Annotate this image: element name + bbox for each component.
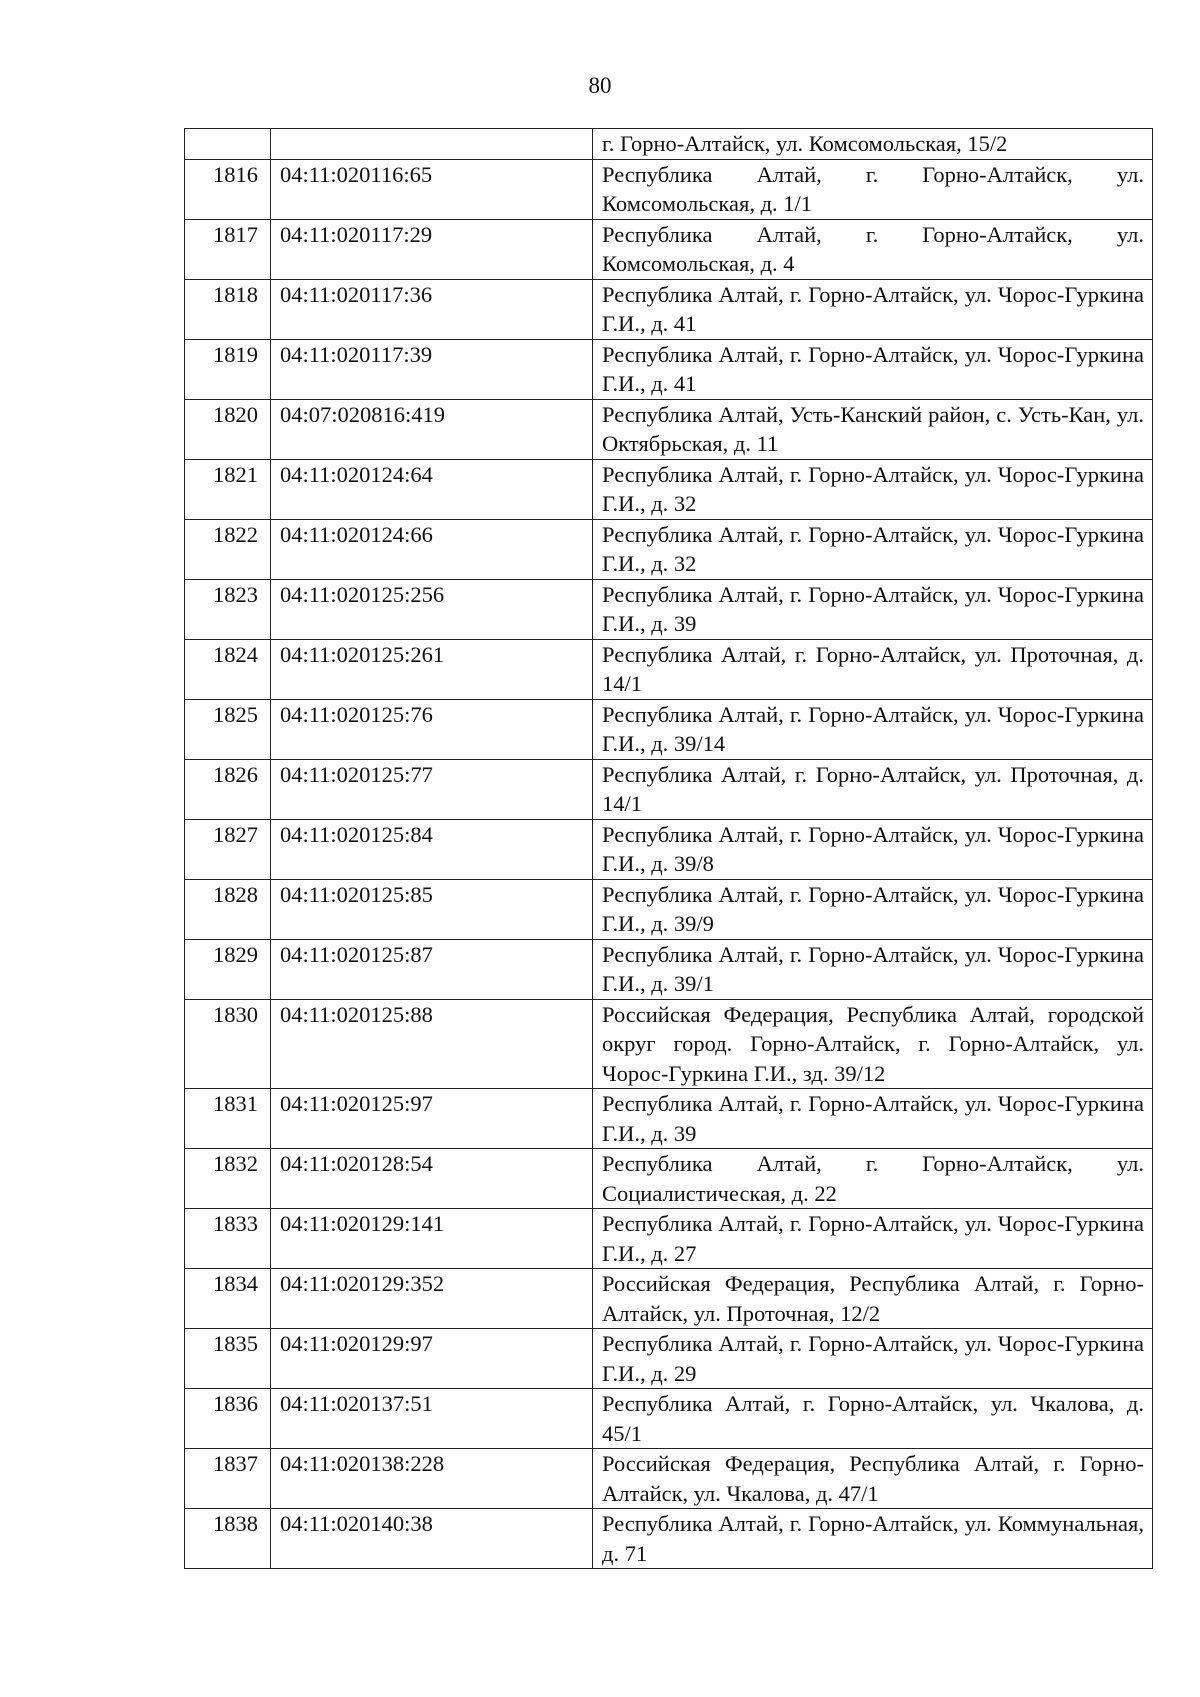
cadastral-number-cell: 04:11:020116:65 xyxy=(271,159,593,219)
cadastral-number-cell: 04:11:020124:64 xyxy=(271,459,593,519)
address-cell: Республика Алтай, г. Горно-Алтайск, ул. Чорос-Гуркина Г.И., д. 27 xyxy=(593,1209,1153,1269)
row-number-cell: 1821 xyxy=(185,459,271,519)
row-number-cell: 1827 xyxy=(185,819,271,879)
cadastral-number-cell: 04:11:020137:51 xyxy=(271,1389,593,1449)
table-row xyxy=(185,999,1153,1089)
cadastral-number-cell: 04:11:020129:352 xyxy=(271,1269,593,1329)
cadastral-number-cell: 04:11:020125:97 xyxy=(271,1089,593,1149)
address-cell: Российская Федерация, Республика Алтай, г. Горно-Алтайск, ул. Чкалова, д. 47/1 xyxy=(593,1449,1153,1509)
table-row xyxy=(185,1449,1153,1509)
property-registry-table xyxy=(184,128,1153,1569)
table-row xyxy=(185,639,1153,699)
table-row xyxy=(185,579,1153,639)
table-row xyxy=(185,1329,1153,1389)
cadastral-number-cell: 04:11:020140:38 xyxy=(271,1509,593,1569)
cadastral-number-cell: 04:11:020138:228 xyxy=(271,1449,593,1509)
table-body xyxy=(185,129,1153,1569)
row-number-cell: 1818 xyxy=(185,279,271,339)
row-number-cell: 1834 xyxy=(185,1269,271,1329)
table-row xyxy=(185,939,1153,999)
cadastral-number-cell: 04:11:020125:261 xyxy=(271,639,593,699)
cadastral-number-cell: 04:11:020125:84 xyxy=(271,819,593,879)
cadastral-number-cell: 04:07:020816:419 xyxy=(271,399,593,459)
row-number-cell: 1816 xyxy=(185,159,271,219)
row-number-cell: 1822 xyxy=(185,519,271,579)
table-row xyxy=(185,219,1153,279)
row-number-cell: 1829 xyxy=(185,939,271,999)
table-row xyxy=(185,279,1153,339)
address-cell: Республика Алтай, г. Горно-Алтайск, ул. Чорос-Гуркина Г.И., д. 29 xyxy=(593,1329,1153,1389)
table-row xyxy=(185,699,1153,759)
table-row xyxy=(185,759,1153,819)
address-cell: Российская Федерация, Республика Алтай, г. Горно-Алтайск, ул. Проточная, 12/2 xyxy=(593,1269,1153,1329)
table-row xyxy=(185,1509,1153,1569)
table-row xyxy=(185,1389,1153,1449)
address-cell: Республика Алтай, г. Горно-Алтайск, ул. Чорос-Гуркина Г.И., д. 32 xyxy=(593,519,1153,579)
row-number-cell: 1830 xyxy=(185,999,271,1089)
cadastral-number-cell: 04:11:020125:76 xyxy=(271,699,593,759)
row-number-cell: 1837 xyxy=(185,1449,271,1509)
row-number-cell: 1836 xyxy=(185,1389,271,1449)
row-number-cell: 1820 xyxy=(185,399,271,459)
table-row xyxy=(185,1209,1153,1269)
address-cell: Республика Алтай, г. Горно-Алтайск, ул. Чорос-Гуркина Г.И., д. 39/9 xyxy=(593,879,1153,939)
row-number-cell: 1824 xyxy=(185,639,271,699)
cadastral-number-cell: 04:11:020117:36 xyxy=(271,279,593,339)
cadastral-number-cell: 04:11:020125:87 xyxy=(271,939,593,999)
row-number-cell: 1817 xyxy=(185,219,271,279)
address-cell: Республика Алтай, г. Горно-Алтайск, ул. Чорос-Гуркина Г.И., д. 39 xyxy=(593,1089,1153,1149)
row-number-cell: 1823 xyxy=(185,579,271,639)
table-row xyxy=(185,129,1153,160)
table-row xyxy=(185,1149,1153,1209)
cadastral-number-cell: 04:11:020129:141 xyxy=(271,1209,593,1269)
row-number-cell: 1831 xyxy=(185,1089,271,1149)
address-cell: Республика Алтай, г. Горно-Алтайск, ул. Проточная, д. 14/1 xyxy=(593,759,1153,819)
cadastral-number-cell: 04:11:020124:66 xyxy=(271,519,593,579)
table-row xyxy=(185,879,1153,939)
table-row xyxy=(185,819,1153,879)
cadastral-number-cell: 04:11:020129:97 xyxy=(271,1329,593,1389)
address-cell: Республика Алтай, г. Горно-Алтайск, ул. Комсомольская, д. 4 xyxy=(593,219,1153,279)
cadastral-number-cell: 04:11:020117:39 xyxy=(271,339,593,399)
row-number-cell: 1833 xyxy=(185,1209,271,1269)
row-number-cell: 1819 xyxy=(185,339,271,399)
address-cell: Республика Алтай, г. Горно-Алтайск, ул. Чорос-Гуркина Г.И., д. 39 xyxy=(593,579,1153,639)
cadastral-number-cell: 04:11:020125:85 xyxy=(271,879,593,939)
address-cell: Республика Алтай, г. Горно-Алтайск, ул. Комсомольская, д. 1/1 xyxy=(593,159,1153,219)
table-row xyxy=(185,1269,1153,1329)
table-row xyxy=(185,339,1153,399)
address-cell: Российская Федерация, Республика Алтай, городской округ город. Горно-Алтайск, г. Горно-Алтайск, ул. Чорос-Гуркина Г.И., зд. 39/12 xyxy=(593,999,1153,1089)
address-cell: Республика Алтай, Усть-Канский район, с. Усть-Кан, ул. Октябрьская, д. 11 xyxy=(593,399,1153,459)
address-cell: Республика Алтай, г. Горно-Алтайск, ул. Проточная, д. 14/1 xyxy=(593,639,1153,699)
address-cell: Республика Алтай, г. Горно-Алтайск, ул. Чорос-Гуркина Г.И., д. 32 xyxy=(593,459,1153,519)
address-cell: Республика Алтай, г. Горно-Алтайск, ул. Социалистическая, д. 22 xyxy=(593,1149,1153,1209)
address-cell: Республика Алтай, г. Горно-Алтайск, ул. Чкалова, д. 45/1 xyxy=(593,1389,1153,1449)
row-number-cell: 1828 xyxy=(185,879,271,939)
cadastral-number-cell xyxy=(271,129,593,160)
table-row xyxy=(185,399,1153,459)
cadastral-number-cell: 04:11:020125:77 xyxy=(271,759,593,819)
cadastral-number-cell: 04:11:020117:29 xyxy=(271,219,593,279)
address-cell: г. Горно-Алтайск, ул. Комсомольская, 15/2 xyxy=(593,129,1153,160)
address-cell: Республика Алтай, г. Горно-Алтайск, ул. Чорос-Гуркина Г.И., д. 41 xyxy=(593,339,1153,399)
cadastral-number-cell: 04:11:020125:256 xyxy=(271,579,593,639)
table-row xyxy=(185,459,1153,519)
address-cell: Республика Алтай, г. Горно-Алтайск, ул. Чорос-Гуркина Г.И., д. 39/8 xyxy=(593,819,1153,879)
cadastral-number-cell: 04:11:020128:54 xyxy=(271,1149,593,1209)
address-cell: Республика Алтай, г. Горно-Алтайск, ул. Чорос-Гуркина Г.И., д. 41 xyxy=(593,279,1153,339)
row-number-cell: 1838 xyxy=(185,1509,271,1569)
row-number-cell: 1826 xyxy=(185,759,271,819)
row-number-cell: 1835 xyxy=(185,1329,271,1389)
table-row xyxy=(185,1089,1153,1149)
address-cell: Республика Алтай, г. Горно-Алтайск, ул. Чорос-Гуркина Г.И., д. 39/1 xyxy=(593,939,1153,999)
table-row xyxy=(185,519,1153,579)
address-cell: Республика Алтай, г. Горно-Алтайск, ул. Коммунальная, д. 71 xyxy=(593,1509,1153,1569)
row-number-cell xyxy=(185,129,271,160)
cadastral-number-cell: 04:11:020125:88 xyxy=(271,999,593,1089)
table-row xyxy=(185,159,1153,219)
row-number-cell: 1832 xyxy=(185,1149,271,1209)
row-number-cell: 1825 xyxy=(185,699,271,759)
address-cell: Республика Алтай, г. Горно-Алтайск, ул. Чорос-Гуркина Г.И., д. 39/14 xyxy=(593,699,1153,759)
page-number: 80 xyxy=(588,73,612,98)
